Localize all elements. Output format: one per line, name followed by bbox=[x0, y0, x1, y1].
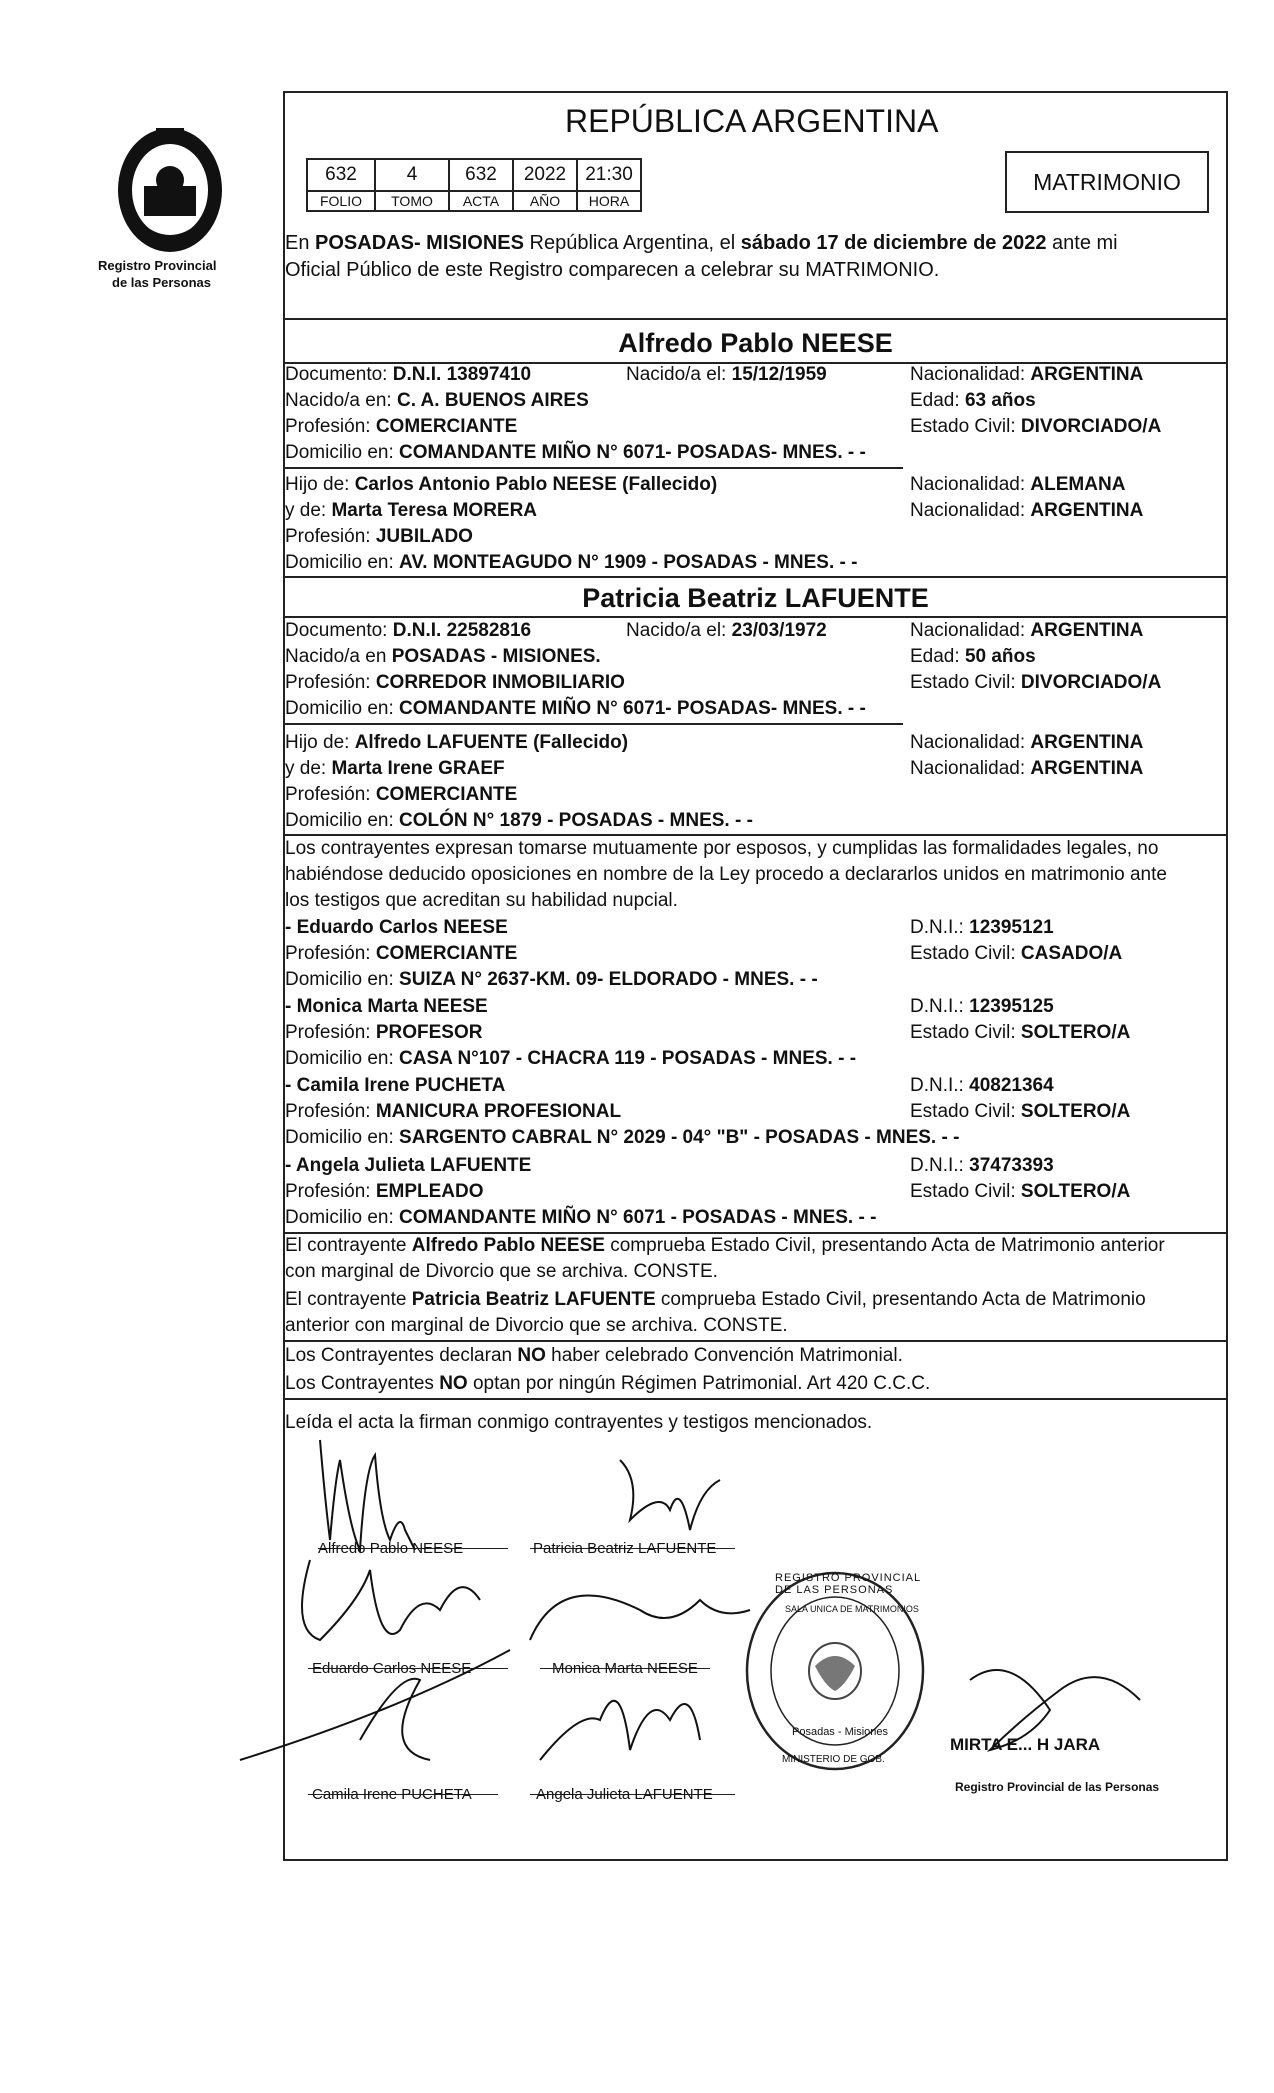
spouse2-civil-status: Estado Civil: DIVORCIADO/A bbox=[910, 672, 1162, 693]
registry-logo bbox=[108, 120, 232, 260]
declaration-line3: los testigos que acreditan su habilidad nupcial. bbox=[285, 890, 678, 911]
witness-address: Domicilio en: CASA N°107 - CHACRA 119 - POSADAS - MNES. - - bbox=[285, 1048, 857, 1069]
declaration-line2: habiéndose deducido oposiciones en nombre de la Ley procedo a declararlos unidos en matrimonio ante bbox=[285, 864, 1167, 885]
spouse1-profession: Profesión: COMERCIANTE bbox=[285, 416, 518, 437]
signature-witness1 bbox=[302, 1560, 480, 1640]
document-type: MATRIMONIO bbox=[1033, 168, 1181, 195]
signature-witness3 bbox=[240, 1650, 510, 1760]
spouse2-age: Edad: 50 años bbox=[910, 646, 1036, 667]
witness-name: - Camila Irene PUCHETA bbox=[285, 1075, 506, 1096]
convention-line2: Los Contrayentes NO optan por ningún Régimen Patrimonial. Art 420 C.C.C. bbox=[285, 1373, 931, 1394]
record-number-table bbox=[306, 158, 642, 212]
spouse2-father: Hijo de: Alfredo LAFUENTE (Fallecido) bbox=[285, 732, 629, 753]
hora-value: 21:30 bbox=[577, 159, 641, 191]
witness-address: Domicilio en: SUIZA N° 2637-KM. 09- ELDORADO - MNES. - - bbox=[285, 969, 818, 990]
witness-dni: D.N.I.: 40821364 bbox=[910, 1075, 1054, 1096]
country-title: REPÚBLICA ARGENTINA bbox=[565, 103, 939, 139]
officer-name: MIRTA E... H JARA bbox=[950, 1735, 1101, 1754]
signature-spouse1 bbox=[320, 1440, 415, 1550]
witness-profession: Profesión: EMPLEADO bbox=[285, 1181, 484, 1202]
seal-icon bbox=[740, 1566, 930, 1776]
registry-name-line1: Registro Provincial bbox=[98, 258, 217, 273]
status-note-1-line1: El contrayente Alfredo Pablo NEESE comprueba Estado Civil, presentando Acta de Matrimonio anterior bbox=[285, 1235, 1165, 1256]
closing-statement: Leída el acta la firman conmigo contrayentes y testigos mencionados. bbox=[285, 1412, 873, 1433]
registry-name-line2: de las Personas bbox=[112, 275, 211, 290]
spouse1-civil-status: Estado Civil: DIVORCIADO/A bbox=[910, 416, 1162, 437]
spouse2-address: Domicilio en: COMANDANTE MIÑO N° 6071- POSADAS- MNES. - - bbox=[285, 698, 866, 719]
witness-name: - Monica Marta NEESE bbox=[285, 996, 488, 1017]
signature-witness4 bbox=[540, 1701, 700, 1760]
declaration-line1: Los contrayentes expresan tomarse mutuamente por esposos, y cumplidas las formalidades legales, no bbox=[285, 838, 1159, 859]
spouse2-mother-nationality: Nacionalidad: ARGENTINA bbox=[910, 758, 1144, 779]
spouse2-parent-address: Domicilio en: COLÓN N° 1879 - POSADAS - MNES. - - bbox=[285, 810, 753, 831]
anio-value: 2022 bbox=[513, 159, 577, 191]
officer-title: Registro Provincial de las Personas bbox=[955, 1780, 1160, 1794]
signature-label-witness3: Camila Irene PUCHETA bbox=[312, 1786, 472, 1803]
signature-label-witness2: Monica Marta NEESE bbox=[552, 1660, 698, 1677]
spouse1-birthplace: Nacido/a en: C. A. BUENOS AIRES bbox=[285, 390, 589, 411]
intro-date: sábado 17 de diciembre de 2022 bbox=[740, 232, 1047, 254]
seal-inner-text: SALA UNICA DE MATRIMONIOS bbox=[785, 1604, 919, 1614]
intro-line1: En POSADAS- MISIONES República Argentina, el sábado 17 de diciembre de 2022 ante mi bbox=[285, 232, 1118, 254]
folio-value: 632 bbox=[307, 159, 375, 191]
spouse2-father-nationality: Nacionalidad: ARGENTINA bbox=[910, 732, 1144, 753]
anio-label: AÑO bbox=[513, 191, 577, 211]
witness-civil-status: Estado Civil: SOLTERO/A bbox=[910, 1101, 1131, 1122]
spouse1-nationality: Nacionalidad: ARGENTINA bbox=[910, 364, 1144, 385]
status-note-2-line2: anterior con marginal de Divorcio que se archiva. CONSTE. bbox=[285, 1315, 788, 1336]
witness-civil-status: Estado Civil: SOLTERO/A bbox=[910, 1022, 1131, 1043]
signature-spouse2 bbox=[620, 1460, 720, 1530]
spouse1-mother-nationality: Nacionalidad: ARGENTINA bbox=[910, 500, 1144, 521]
misiones-shield-icon bbox=[108, 120, 232, 260]
witness-dni: D.N.I.: 12395125 bbox=[910, 996, 1054, 1017]
signature-label-witness4: Angela Julieta LAFUENTE bbox=[536, 1786, 713, 1803]
spouse2-birthplace: Nacido/a en POSADAS - MISIONES. bbox=[285, 646, 601, 667]
spouse1-mother: y de: Marta Teresa MORERA bbox=[285, 500, 538, 521]
witness-address: Domicilio en: SARGENTO CABRAL N° 2029 - 04° "B" - POSADAS - MNES. - - bbox=[285, 1127, 960, 1148]
intro-place: POSADAS- MISIONES bbox=[315, 232, 524, 254]
official-seal bbox=[740, 1566, 930, 1776]
witness-name: - Angela Julieta LAFUENTE bbox=[285, 1155, 532, 1176]
tomo-value: 4 bbox=[375, 159, 449, 191]
witness-profession: Profesión: MANICURA PROFESIONAL bbox=[285, 1101, 622, 1122]
witness-name: - Eduardo Carlos NEESE bbox=[285, 917, 508, 938]
spouse1-father-nationality: Nacionalidad: ALEMANA bbox=[910, 474, 1126, 495]
seal-bottom-text: Posadas - Misiones bbox=[792, 1726, 888, 1738]
spouse1-father: Hijo de: Carlos Antonio Pablo NEESE (Fallecido) bbox=[285, 474, 718, 495]
witness-dni: D.N.I.: 12395121 bbox=[910, 917, 1054, 938]
tomo-label: TOMO bbox=[375, 191, 449, 211]
signature-label-spouse1: Alfredo Pablo NEESE bbox=[318, 1540, 464, 1557]
witness-profession: Profesión: PROFESOR bbox=[285, 1022, 483, 1043]
signature-label-spouse2: Patricia Beatriz LAFUENTE bbox=[533, 1540, 717, 1557]
seal-outer-text: REGISTRO PROVINCIAL DE LAS PERSONAS bbox=[775, 1572, 921, 1596]
spouse2-profession: Profesión: CORREDOR INMOBILIARIO bbox=[285, 672, 625, 693]
document-type-box bbox=[1005, 151, 1209, 213]
spouse2-name: Patricia Beatriz LAFUENTE bbox=[582, 583, 929, 613]
witness-address: Domicilio en: COMANDANTE MIÑO N° 6071 - POSADAS - MNES. - - bbox=[285, 1207, 877, 1228]
witness-dni: D.N.I.: 37473393 bbox=[910, 1155, 1054, 1176]
signature-witness2 bbox=[530, 1595, 750, 1640]
spouse1-address: Domicilio en: COMANDANTE MIÑO N° 6071- POSADAS- MNES. - - bbox=[285, 442, 866, 463]
spouse1-parent-address: Domicilio en: AV. MONTEAGUDO N° 1909 - POSADAS - MNES. - - bbox=[285, 552, 858, 573]
convention-line1: Los Contrayentes declaran NO haber celebrado Convención Matrimonial. bbox=[285, 1345, 903, 1366]
spouse2-birthdate: Nacido/a el: 23/03/1972 bbox=[626, 620, 827, 641]
spouse2-parent-profession: Profesión: COMERCIANTE bbox=[285, 784, 518, 805]
spouse1-age: Edad: 63 años bbox=[910, 390, 1036, 411]
hora-label: HORA bbox=[577, 191, 641, 211]
intro-line2: Oficial Público de este Registro comparecen a celebrar su MATRIMONIO. bbox=[285, 259, 940, 281]
acta-value: 632 bbox=[449, 159, 513, 191]
spouse2-mother: y de: Marta Irene GRAEF bbox=[285, 758, 505, 779]
spouse2-nationality: Nacionalidad: ARGENTINA bbox=[910, 620, 1144, 641]
signature-label-witness1: Eduardo Carlos NEESE bbox=[312, 1660, 472, 1677]
acta-label: ACTA bbox=[449, 191, 513, 211]
witness-civil-status: Estado Civil: CASADO/A bbox=[910, 943, 1123, 964]
spouse1-name: Alfredo Pablo NEESE bbox=[618, 328, 893, 358]
spouse1-birthdate: Nacido/a el: 15/12/1959 bbox=[626, 364, 827, 385]
witness-profession: Profesión: COMERCIANTE bbox=[285, 943, 518, 964]
spouse2-document: Documento: D.N.I. 22582816 bbox=[285, 620, 532, 641]
seal-ministry-text: MINISTERIO DE GOB. bbox=[782, 1754, 885, 1765]
status-note-2-line1: El contrayente Patricia Beatriz LAFUENTE comprueba Estado Civil, presentando Acta de Matrimonio bbox=[285, 1289, 1146, 1310]
spouse1-document: Documento: D.N.I. 13897410 bbox=[285, 364, 532, 385]
witness-civil-status: Estado Civil: SOLTERO/A bbox=[910, 1181, 1131, 1202]
status-note-1-line2: con marginal de Divorcio que se archiva. CONSTE. bbox=[285, 1261, 718, 1282]
spouse1-parent-profession: Profesión: JUBILADO bbox=[285, 526, 473, 547]
folio-label: FOLIO bbox=[307, 191, 375, 211]
